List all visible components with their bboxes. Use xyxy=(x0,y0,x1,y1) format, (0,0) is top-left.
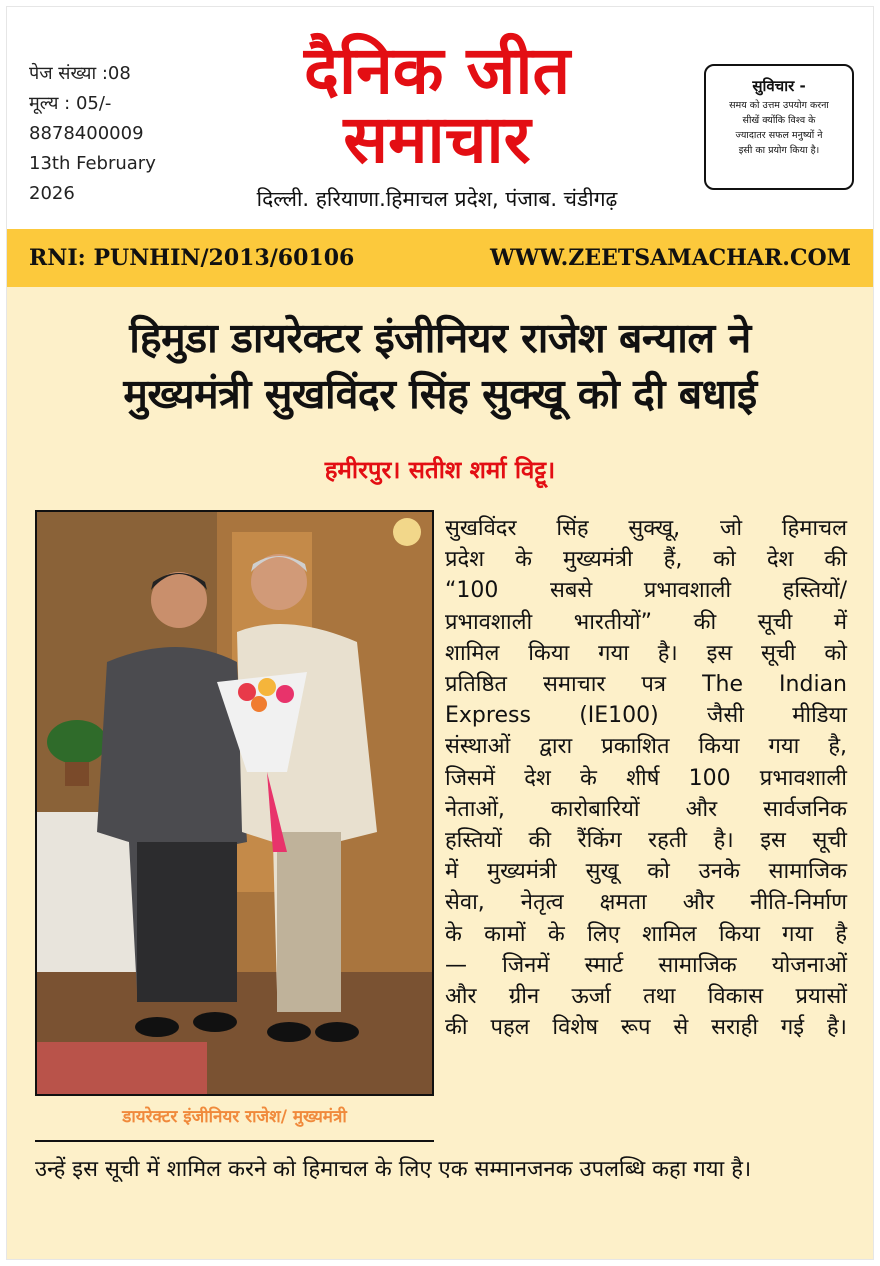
body-line: संस्थाओं द्वारा प्रकाशित किया गया है, xyxy=(445,734,847,760)
body-line: प्रदेश के मुख्यमंत्री हैं, को देश की xyxy=(445,547,847,573)
website-url: WWW.ZEETSAMACHAR.COM xyxy=(489,245,851,271)
thought-line: ज्यादातर सफल मनुष्यों ने xyxy=(735,130,823,141)
article-headline xyxy=(17,310,863,422)
photo-illustration xyxy=(37,512,432,1094)
body-line: की पहल विशेष रूप से सराही गई है। xyxy=(445,1015,847,1041)
thought-line: इसी का प्रयोग किया है। xyxy=(738,145,820,156)
body-line: सेवा, नेतृत्व क्षमता और नीति-निर्माण xyxy=(445,890,847,916)
regions-line: दिल्ली. हरियाणा.हिमाचल प्रदेश, पंजाब. चंडीगढ़ xyxy=(256,187,618,211)
price: मूल्य : 05/- xyxy=(29,93,112,114)
body-line: सुखविंदर सिंह सुक्खू, जो हिमाचल xyxy=(445,516,847,541)
body-line: नेताओं, कारोबारियों और सार्वजनिक xyxy=(445,796,847,822)
rni-number: RNI: PUNHIN/2013/60106 xyxy=(29,245,355,271)
body-line: शामिल किया गया है। इस सूची को xyxy=(445,640,847,666)
body-line: Express (IE100) जैसी मीडिया xyxy=(445,703,847,729)
body-line: के कामों के लिए शामिल किया गया है xyxy=(445,921,847,947)
body-line: और ग्रीन ऊर्जा तथा विकास प्रयासों xyxy=(445,984,847,1010)
thought-line: समय को उत्तम उपयोग करना xyxy=(729,100,829,111)
body-line: प्रभावशाली भारतीयों” की सूची में xyxy=(445,609,847,635)
body-line: जिसमें देश के शीर्ष 100 प्रभावशाली xyxy=(445,765,847,791)
issue-year: 2026 xyxy=(29,183,75,204)
headline-line-1: हिमुडा डायरेक्टर इंजीनियर राजेश बन्याल ने xyxy=(129,314,751,362)
headline-line-2: मुख्यमंत्री सुखविंदर सिंह सुक्खू को दी बधाई xyxy=(123,370,757,418)
info-band xyxy=(7,229,873,287)
thought-body xyxy=(712,98,846,158)
thought-line: सीखें क्योंकि विश्व के xyxy=(742,115,816,126)
newspaper-page xyxy=(6,6,874,1260)
thought-title: सुविचार - xyxy=(752,77,806,95)
article-body-closing: उन्हें इस सूची में शामिल करने को हिमाचल के लिए एक सम्मानजनक उपलब्धि कहा गया है। xyxy=(35,1157,752,1182)
body-line: में मुख्यमंत्री सुखू को उनके सामाजिक xyxy=(445,859,847,885)
issue-date: 13th February xyxy=(29,153,156,174)
newspaper-title xyxy=(197,32,677,178)
body-line: प्रतिष्ठित समाचार पत्र The Indian xyxy=(445,672,847,698)
article-photo xyxy=(35,510,434,1096)
title-line-1: दैनिक जीत xyxy=(303,32,571,109)
body-line: हस्तियों की रैंकिंग रहती है। इस सूची xyxy=(445,828,847,854)
article-dateline: हमीरपुर। सतीश शर्मा विट्टू। xyxy=(324,456,556,484)
page-number: पेज संख्या :08 xyxy=(29,63,131,84)
issue-meta xyxy=(29,59,156,209)
thought-box xyxy=(704,64,854,190)
phone-number: 8878400009 xyxy=(29,123,144,144)
article-body-column xyxy=(445,513,847,1043)
photo-caption: डायरेक्टर इंजीनियर राजेश/ मुख्यमंत्री xyxy=(122,1107,347,1127)
body-line: — जिनमें स्मार्ट सामाजिक योजनाओं xyxy=(445,952,847,978)
caption-divider xyxy=(35,1140,434,1142)
title-line-2: समाचार xyxy=(343,101,531,178)
body-line: “100 सबसे प्रभावशाली हस्तियों/ xyxy=(445,578,847,604)
masthead-header xyxy=(7,7,873,229)
